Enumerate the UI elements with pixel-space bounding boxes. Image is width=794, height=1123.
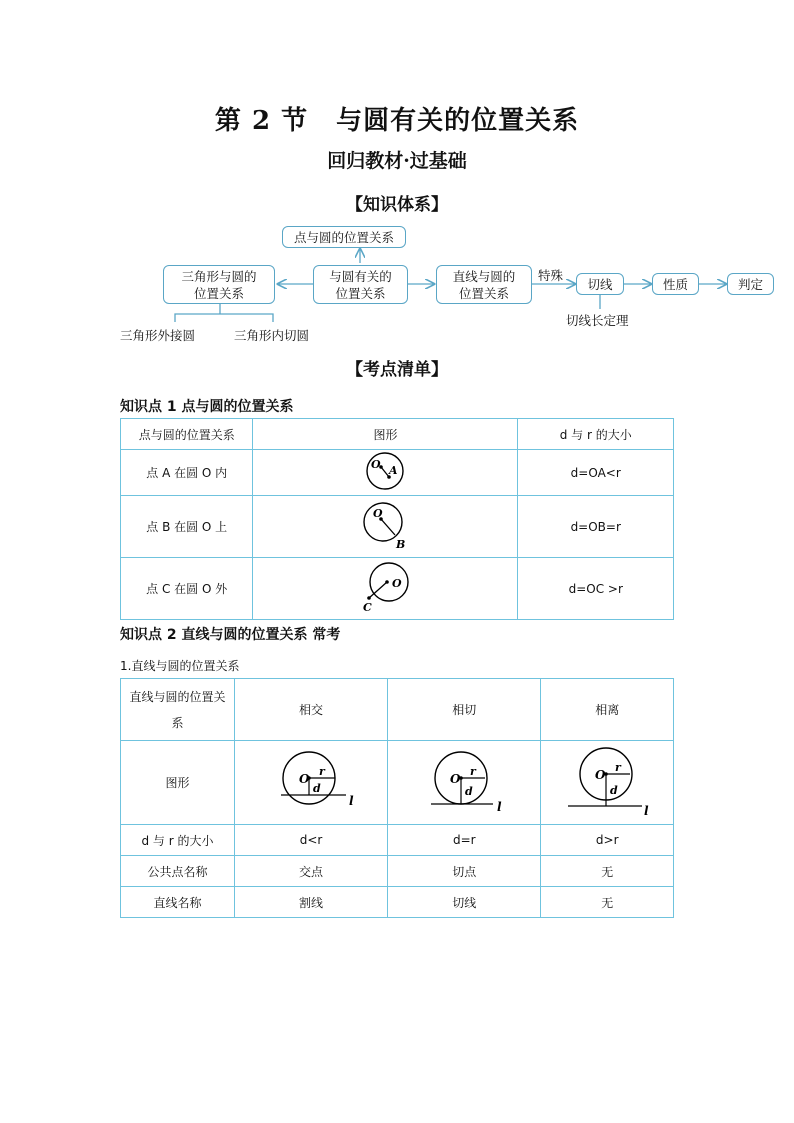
value-cell: 交点 bbox=[234, 856, 387, 887]
label-circumcircle: 三角形外接圆 bbox=[120, 328, 196, 343]
line-label: l bbox=[349, 794, 354, 808]
node-criterion: 判定 bbox=[727, 273, 774, 295]
center-label: O bbox=[450, 772, 461, 786]
table-header-row bbox=[121, 679, 674, 741]
node-point-circle: 点与圆的位置关系 bbox=[282, 226, 406, 248]
segment-oa bbox=[381, 467, 389, 477]
center-label: O bbox=[392, 577, 403, 590]
header-cell: d 与 r 的大小 bbox=[518, 419, 674, 450]
page-subtitle: 回归教材·过基础 bbox=[327, 150, 467, 172]
radius-label: r bbox=[615, 761, 621, 774]
value-cell: d<r bbox=[234, 825, 387, 856]
segment-ob bbox=[381, 519, 395, 535]
title-number: 第 2 节 bbox=[214, 106, 309, 136]
header-cell: 图形 bbox=[253, 419, 518, 450]
header-cell: 相切 bbox=[388, 679, 541, 741]
distance-label: d bbox=[465, 785, 473, 798]
value-cell: 切点 bbox=[388, 856, 541, 887]
node-triangle-circle: 三角形与圆的位置关系 bbox=[163, 265, 275, 304]
table-row bbox=[121, 558, 674, 620]
value-cell: d>r bbox=[541, 825, 674, 856]
point-inside-figure bbox=[355, 450, 415, 492]
label-tangent-length: 切线长定理 bbox=[566, 313, 629, 328]
bracket-triangle bbox=[175, 314, 273, 322]
point-outside-figure bbox=[355, 560, 415, 614]
separate-figure bbox=[552, 743, 662, 819]
intersect-figure bbox=[256, 743, 366, 819]
radius-label: r bbox=[319, 765, 325, 778]
header-cell: 点与圆的位置关系 bbox=[121, 419, 253, 450]
section-knowledge-system: 【知识体系】 bbox=[346, 195, 448, 215]
header-cell: 直线与圆的位置关系 bbox=[121, 679, 235, 741]
kp2-subheading: 1.直线与圆的位置关系 bbox=[120, 659, 240, 673]
center-label: O bbox=[371, 458, 382, 471]
node-line-circle: 直线与圆的位置关系 bbox=[436, 265, 532, 304]
center-label: O bbox=[373, 507, 384, 520]
title-text: 与圆有关的位置关系 bbox=[336, 106, 580, 136]
point-dot bbox=[368, 596, 372, 600]
relation-cell: 点 C 在圆 O 外 bbox=[121, 558, 253, 620]
table-row bbox=[121, 496, 674, 558]
tangent-figure bbox=[409, 743, 519, 819]
compare-cell: d=OC >r bbox=[518, 558, 674, 620]
relation-cell: 点 B 在圆 O 上 bbox=[121, 496, 253, 558]
table-row bbox=[121, 825, 674, 856]
row-label-cell: 公共点名称 bbox=[121, 856, 235, 887]
figure-cell bbox=[388, 741, 541, 825]
center-label: O bbox=[595, 768, 606, 782]
radius-label: r bbox=[470, 765, 477, 778]
compare-cell: d=OA<r bbox=[518, 450, 674, 496]
figure-cell bbox=[253, 450, 518, 496]
table-row bbox=[121, 856, 674, 887]
figure-cell bbox=[541, 741, 674, 825]
label-incircle: 三角形内切圆 bbox=[234, 328, 310, 343]
point-on-figure bbox=[355, 498, 415, 552]
node-property: 性质 bbox=[652, 273, 699, 295]
line-label: l bbox=[644, 804, 649, 818]
value-cell: 切线 bbox=[388, 887, 541, 918]
section-checklist: 【考点清单】 bbox=[346, 360, 448, 380]
header-cell: 相离 bbox=[541, 679, 674, 741]
figure-cell bbox=[234, 741, 387, 825]
point-label: C bbox=[363, 601, 373, 614]
figure-label-cell: 图形 bbox=[121, 741, 235, 825]
value-cell: 无 bbox=[541, 856, 674, 887]
figure-cell bbox=[253, 496, 518, 558]
kp2-heading: 知识点 2 直线与圆的位置关系 常考 bbox=[120, 627, 341, 643]
figure-cell bbox=[253, 558, 518, 620]
header-cell: 相交 bbox=[234, 679, 387, 741]
distance-label: d bbox=[313, 782, 321, 795]
value-cell: 割线 bbox=[234, 887, 387, 918]
value-cell: d=r bbox=[388, 825, 541, 856]
point-label: A bbox=[389, 464, 398, 477]
row-label-cell: 直线名称 bbox=[121, 887, 235, 918]
table-row bbox=[121, 450, 674, 496]
value-cell: 无 bbox=[541, 887, 674, 918]
relation-cell: 点 A 在圆 O 内 bbox=[121, 450, 253, 496]
table-row bbox=[121, 887, 674, 918]
circle-shape bbox=[370, 563, 408, 601]
table-header-row bbox=[121, 419, 674, 450]
center-dot bbox=[386, 580, 390, 584]
node-tangent: 切线 bbox=[576, 273, 624, 295]
table-row bbox=[121, 741, 674, 825]
label-special: 特殊 bbox=[538, 268, 564, 283]
distance-label: d bbox=[610, 784, 618, 797]
center-label: O bbox=[299, 772, 310, 786]
line-label: l bbox=[497, 800, 502, 814]
compare-cell: d=OB=r bbox=[518, 496, 674, 558]
point-label: B bbox=[396, 538, 406, 551]
kp1-heading: 知识点 1 点与圆的位置关系 bbox=[120, 399, 294, 415]
row-label-cell: d 与 r 的大小 bbox=[121, 825, 235, 856]
node-circle-related: 与圆有关的位置关系 bbox=[313, 265, 408, 304]
kp1-table bbox=[120, 418, 674, 620]
kp2-table bbox=[120, 678, 674, 918]
